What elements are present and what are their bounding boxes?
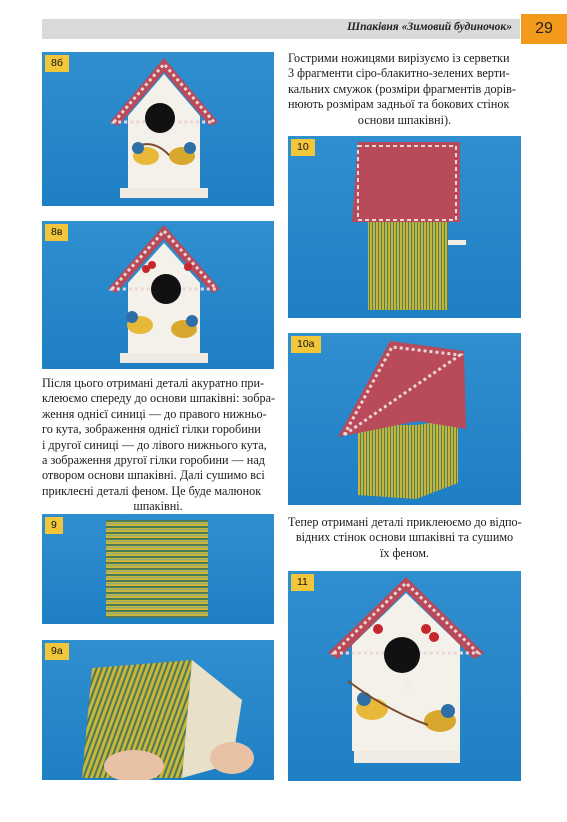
text-line: Гострими ножицями вирізуємо із серветки — [288, 51, 510, 65]
instruction-text-gluing-front — [42, 376, 274, 515]
photo-8v — [42, 221, 274, 369]
text-line: відних стінок основи шпаківні та сушимо — [295, 530, 514, 545]
text-line: Тепер отримані деталі приклеюємо до відпо- — [288, 515, 522, 529]
text-line: ження однієї синиці — до правого нижньо- — [42, 406, 267, 421]
striped-napkin-illustration — [42, 514, 274, 624]
photo-label-9a: 9а — [45, 643, 69, 660]
photo-9 — [42, 514, 274, 624]
photo-11 — [288, 571, 521, 781]
text-line: основи шпаківні). — [357, 112, 452, 127]
text-line: 3 фрагменти сіро-блакитно-зелених верти- — [288, 66, 510, 81]
instruction-text-gluing-sides — [288, 515, 521, 561]
text-line: го кута, зображення однієї гілки горобини — [42, 422, 261, 437]
birdhouse-side-illustration — [288, 136, 521, 318]
text-line: шпаківні. — [133, 499, 183, 514]
birdhouse-front-illustration — [42, 52, 274, 206]
running-header-title: Шпаківня «Зимовий будиночок» — [347, 21, 512, 33]
napkin-separation-illustration — [42, 640, 274, 780]
photo-9a — [42, 640, 274, 780]
instruction-text-cutting — [288, 51, 521, 128]
photo-8b — [42, 52, 274, 206]
photo-label-10: 10 — [291, 139, 315, 156]
birdhouse-decorated-illustration — [42, 221, 274, 369]
text-line: Після цього отримані деталі акуратно при- — [42, 376, 265, 390]
text-line: клеюємо спереду до основи шпаківні: зобра- — [42, 391, 276, 406]
text-line: і другої синиці — до лівого нижнього кута, — [42, 437, 267, 452]
birdhouse-back-illustration — [288, 333, 521, 505]
text-line: нюють розмірам задньої та бокових стінок — [288, 97, 510, 112]
photo-10a — [288, 333, 521, 505]
birdhouse-finished-illustration — [288, 571, 521, 781]
running-header — [42, 19, 520, 39]
text-line: а зображення другої гілки горобини — над — [42, 453, 265, 468]
photo-label-8b: 8б — [45, 55, 69, 72]
page-number: 29 — [521, 14, 567, 44]
text-line: їх феном. — [380, 545, 429, 560]
photo-label-8v: 8в — [45, 224, 68, 241]
text-line: отвором основи шпаківні. Далі сушимо всі — [42, 468, 265, 483]
photo-label-10a: 10а — [291, 336, 321, 353]
text-line: приклеєні деталі феном. Це буде малюнок — [42, 483, 262, 498]
text-line: кальних смужок (розміри фрагментів дорів- — [288, 81, 516, 96]
photo-10 — [288, 136, 521, 318]
photo-label-11: 11 — [291, 574, 314, 591]
photo-label-9: 9 — [45, 517, 63, 534]
